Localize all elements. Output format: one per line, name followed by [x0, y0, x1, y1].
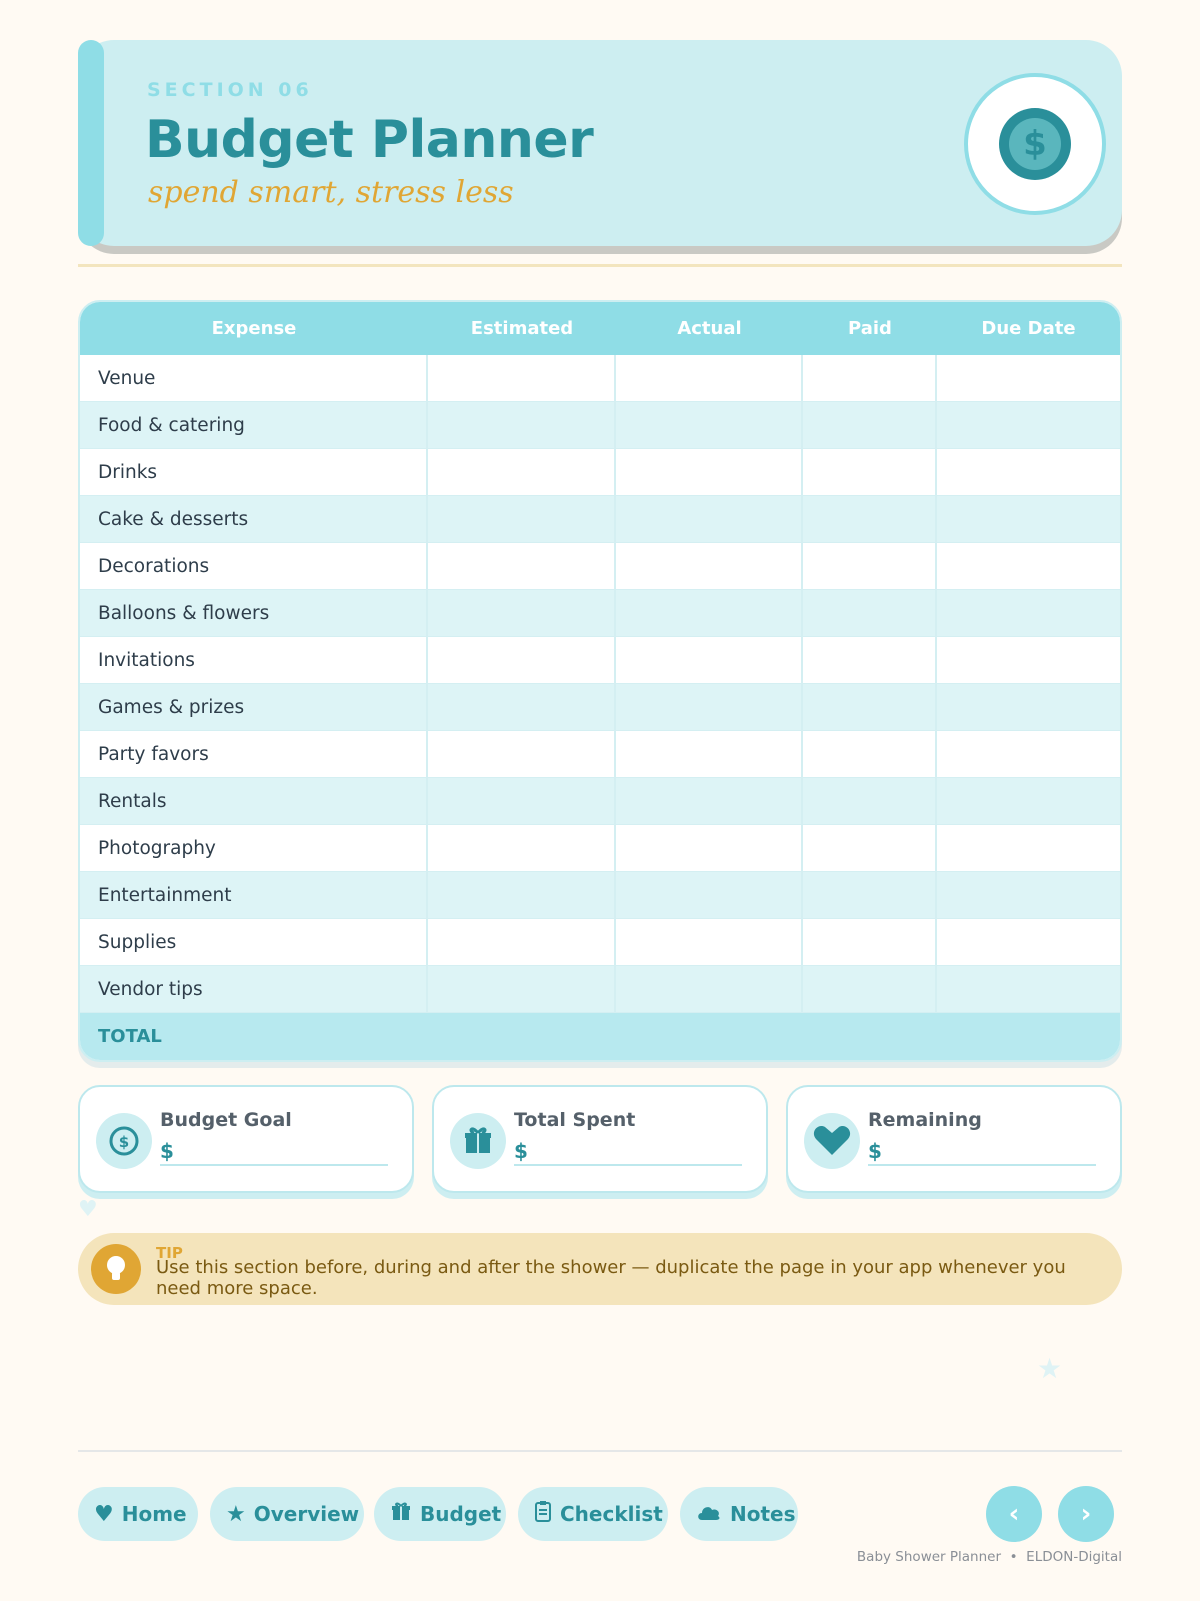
nav-budget-button[interactable]: [374, 1487, 506, 1541]
total-spent-input-line[interactable]: [514, 1164, 742, 1166]
page-subtitle: spend smart, stress less: [148, 175, 514, 210]
tip-text: Use this section before, during and after the shower — duplicate the page in your app whenever you need more space.: [156, 1257, 1066, 1299]
nav-notes-label: Notes: [730, 1502, 796, 1526]
column-header-paid: Paid: [848, 318, 892, 339]
table-row: [80, 919, 1120, 966]
dollar-sign-icon: $: [1009, 118, 1061, 170]
table-row: [80, 872, 1120, 919]
footer-product: Baby Shower Planner: [856, 1549, 1002, 1565]
due-date-cell[interactable]: [937, 449, 1120, 496]
estimated-cell[interactable]: [428, 684, 616, 731]
table-row: [80, 543, 1120, 590]
header-accent-bar: [78, 40, 104, 246]
paid-cell[interactable]: [803, 355, 937, 402]
due-date-cell[interactable]: [937, 825, 1120, 872]
actual-cell[interactable]: [616, 872, 803, 919]
actual-cell[interactable]: [616, 449, 803, 496]
section-label: SECTION 06: [147, 79, 313, 101]
estimated-cell[interactable]: [428, 966, 616, 1013]
table-row: [80, 684, 1120, 731]
expense-cell: Supplies: [80, 919, 428, 966]
due-date-cell[interactable]: [937, 919, 1120, 966]
actual-cell[interactable]: [616, 590, 803, 637]
expense-cell: Invitations: [80, 637, 428, 684]
table-row: [80, 496, 1120, 543]
footer-divider: [78, 1450, 1122, 1452]
paid-cell[interactable]: [803, 684, 937, 731]
estimated-cell[interactable]: [428, 543, 616, 590]
estimated-cell[interactable]: [428, 778, 616, 825]
paid-cell[interactable]: [803, 496, 937, 543]
expense-cell: Decorations: [80, 543, 428, 590]
nav-checklist-label: Checklist: [560, 1502, 663, 1526]
nav-home-button[interactable]: [78, 1487, 198, 1541]
budget-goal-label: Budget Goal: [160, 1109, 292, 1131]
clipboard-icon: [534, 1500, 552, 1528]
due-date-cell[interactable]: [937, 355, 1120, 402]
expense-cell: Food & catering: [80, 402, 428, 449]
column-header-due-date: Due Date: [981, 318, 1076, 339]
budget-goal-card: [78, 1085, 414, 1193]
actual-cell[interactable]: [616, 543, 803, 590]
footer-credit: [857, 1549, 1122, 1565]
footer-separator: •: [1009, 1549, 1018, 1565]
actual-cell[interactable]: [616, 684, 803, 731]
table-row: [80, 449, 1120, 496]
expense-cell: Photography: [80, 825, 428, 872]
table-row: [80, 825, 1120, 872]
nav-checklist-button[interactable]: [518, 1487, 668, 1541]
table-row: [80, 590, 1120, 637]
actual-cell[interactable]: [616, 355, 803, 402]
paid-cell[interactable]: [803, 449, 937, 496]
next-page-button[interactable]: ›: [1058, 1486, 1114, 1542]
total-spent-currency: $: [514, 1139, 528, 1163]
due-date-cell[interactable]: [937, 590, 1120, 637]
paid-cell[interactable]: [803, 825, 937, 872]
paid-cell[interactable]: [803, 543, 937, 590]
due-date-cell[interactable]: [937, 731, 1120, 778]
actual-cell[interactable]: [616, 919, 803, 966]
estimated-cell[interactable]: [428, 590, 616, 637]
actual-cell[interactable]: [616, 637, 803, 684]
estimated-cell[interactable]: [428, 402, 616, 449]
estimated-cell[interactable]: [428, 355, 616, 402]
table-row: [80, 966, 1120, 1013]
paid-cell[interactable]: [803, 966, 937, 1013]
heart-icon: [804, 1113, 860, 1169]
total-spent-label: Total Spent: [514, 1109, 636, 1131]
tip-banner: [78, 1233, 1122, 1305]
estimated-cell[interactable]: [428, 637, 616, 684]
due-date-cell[interactable]: [937, 778, 1120, 825]
due-date-cell[interactable]: [937, 637, 1120, 684]
estimated-cell[interactable]: [428, 872, 616, 919]
due-date-cell[interactable]: [937, 543, 1120, 590]
lightbulb-icon: [91, 1244, 141, 1294]
paid-cell[interactable]: [803, 402, 937, 449]
budget-goal-input-line[interactable]: [160, 1164, 388, 1166]
estimated-cell[interactable]: [428, 919, 616, 966]
paid-cell[interactable]: [803, 778, 937, 825]
table-header: [80, 302, 1120, 355]
nav-home-label: Home: [121, 1502, 187, 1526]
table-row: [80, 778, 1120, 825]
nav-notes-button[interactable]: [680, 1487, 798, 1541]
decorative-star-icon: ★: [1037, 1352, 1063, 1385]
nav-budget-label: Budget: [420, 1502, 502, 1526]
svg-text:$: $: [118, 1133, 130, 1151]
expense-cell: Vendor tips: [80, 966, 428, 1013]
paid-cell[interactable]: [803, 919, 937, 966]
expense-cell: Games & prizes: [80, 684, 428, 731]
expense-cell: Cake & desserts: [80, 496, 428, 543]
remaining-input-line[interactable]: [868, 1164, 1096, 1166]
actual-cell[interactable]: [616, 496, 803, 543]
tip-label: TIP: [156, 1244, 183, 1262]
gift-icon: [450, 1113, 506, 1169]
paid-cell[interactable]: [803, 590, 937, 637]
budget-goal-currency: $: [160, 1139, 174, 1163]
heart-icon: ♥: [94, 1501, 114, 1527]
paid-cell[interactable]: [803, 637, 937, 684]
total-row: TOTAL: [80, 1013, 1120, 1060]
budget-table: [78, 300, 1122, 1062]
nav-overview-label: Overview: [253, 1502, 360, 1526]
page-title: Budget Planner: [145, 110, 594, 170]
due-date-cell[interactable]: [937, 496, 1120, 543]
estimated-cell[interactable]: [428, 731, 616, 778]
coin-icon: [96, 1113, 152, 1169]
expense-cell: Party favors: [80, 731, 428, 778]
column-header-estimated: Estimated: [470, 318, 574, 339]
gift-icon: [390, 1500, 412, 1528]
table-row: [80, 637, 1120, 684]
expense-cell: Drinks: [80, 449, 428, 496]
nav-overview-button[interactable]: [210, 1487, 364, 1541]
due-date-cell[interactable]: [937, 872, 1120, 919]
estimated-cell[interactable]: [428, 825, 616, 872]
actual-cell[interactable]: [616, 825, 803, 872]
decorative-heart-icon: ♥: [78, 1197, 98, 1222]
expense-cell: Rentals: [80, 778, 428, 825]
remaining-label: Remaining: [868, 1109, 982, 1131]
paid-cell[interactable]: [803, 731, 937, 778]
estimated-cell[interactable]: [428, 496, 616, 543]
table-body: [80, 355, 1120, 1013]
paid-cell[interactable]: [803, 872, 937, 919]
remaining-currency: $: [868, 1139, 882, 1163]
actual-cell[interactable]: [616, 778, 803, 825]
due-date-cell[interactable]: [937, 684, 1120, 731]
total-spent-card: [432, 1085, 768, 1193]
expense-cell: Balloons & flowers: [80, 590, 428, 637]
cloud-icon: [696, 1502, 722, 1527]
due-date-cell[interactable]: [937, 402, 1120, 449]
due-date-cell[interactable]: [937, 966, 1120, 1013]
prev-page-button[interactable]: ‹: [986, 1486, 1042, 1542]
table-row: [80, 355, 1120, 402]
footer-brand: ELDON-Digital: [1026, 1549, 1122, 1565]
expense-cell: Venue: [80, 355, 428, 402]
actual-cell[interactable]: [616, 402, 803, 449]
actual-cell[interactable]: [616, 966, 803, 1013]
column-header-actual: Actual: [677, 318, 742, 339]
actual-cell[interactable]: [616, 731, 803, 778]
table-row: [80, 402, 1120, 449]
header-divider: [78, 264, 1122, 267]
column-header-expense: Expense: [211, 318, 297, 339]
table-row: [80, 731, 1120, 778]
estimated-cell[interactable]: [428, 449, 616, 496]
star-icon: ★: [226, 1501, 246, 1527]
remaining-card: [786, 1085, 1122, 1193]
expense-cell: Entertainment: [80, 872, 428, 919]
